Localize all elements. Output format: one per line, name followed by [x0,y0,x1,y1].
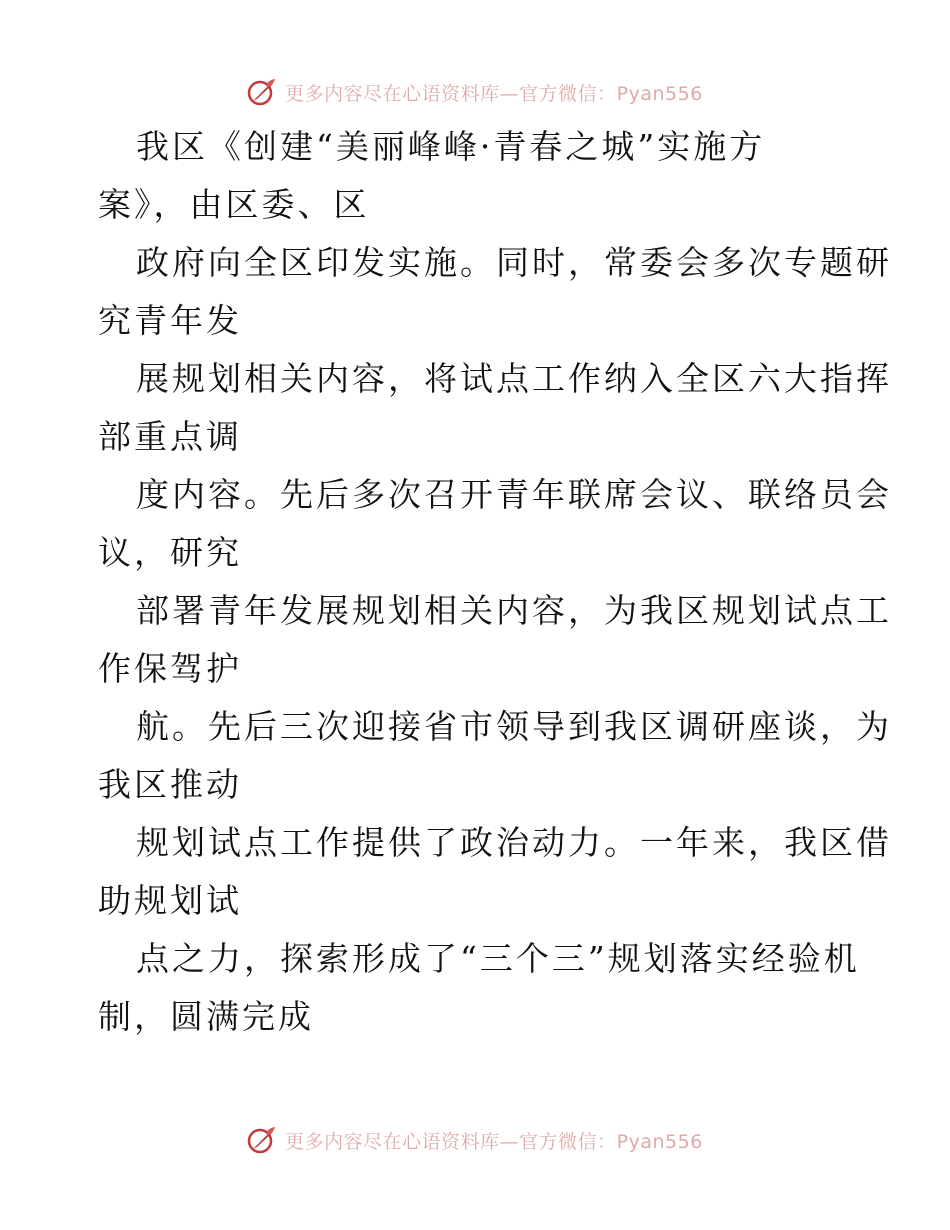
header-watermark [0,72,950,112]
text-line: 政府向全区印发实施。同时，常委会多次专题研 [136,243,892,282]
text-line: 究青年发 [98,301,242,340]
quill-logo-icon [247,77,277,107]
text-line: 制，圆满完成 [98,997,314,1036]
document-body [98,118,898,1046]
watermark-text: 更多内容尽在心语资料库—官方微信：Pyan556 [285,82,703,105]
text-line: 展规划相关内容，将试点工作纳入全区六大指挥 [136,359,892,398]
text-line: 案》，由区委、区 [98,185,370,224]
text-line: 规划试点工作提供了政治动力。一年来，我区借 [136,823,892,862]
text-line: 我区推动 [98,765,242,804]
text-line: 部重点调 [98,417,242,456]
text-line: 议，研究 [98,533,242,572]
text-line: 航。先后三次迎接省市领导到我区调研座谈，为 [136,707,892,746]
text-line: 作保驾护 [98,649,242,688]
text-line: 点之力，探索形成了“三个三”规划落实经验机 [136,939,860,978]
watermark-text: 更多内容尽在心语资料库—官方微信：Pyan556 [285,1130,703,1153]
footer-watermark [0,1120,950,1160]
text-line: 我区《创建“美丽峰峰·青春之城”实施方 [136,127,766,166]
text-line: 助规划试 [98,881,242,920]
quill-logo-icon [247,1125,277,1155]
text-line: 度内容。先后多次召开青年联席会议、联络员会 [136,475,892,514]
text-line: 部署青年发展规划相关内容，为我区规划试点工 [136,591,892,630]
